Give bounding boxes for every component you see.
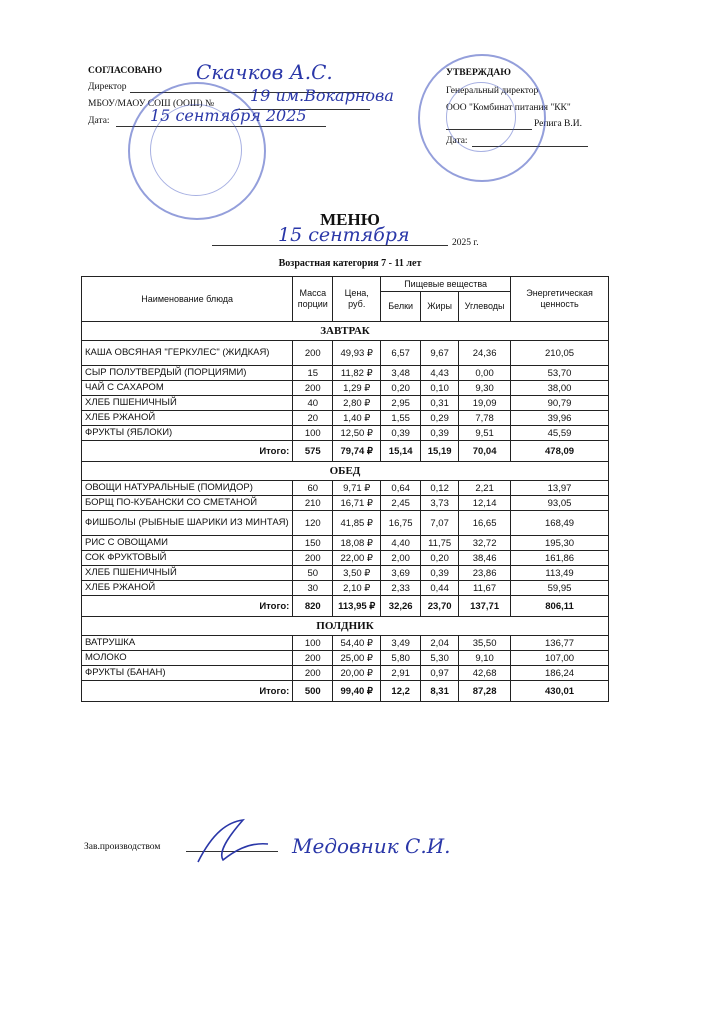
cell-value: 9,10 [459, 651, 511, 666]
total-value: 500 [293, 681, 333, 702]
approved-position: Генеральный директор [446, 86, 539, 96]
cell-value: 53,70 [511, 366, 609, 381]
table-row [82, 426, 609, 441]
cell-value: 93,05 [511, 496, 609, 511]
approved-title: УТВЕРЖДАЮ [446, 68, 511, 78]
total-value: 15,14 [381, 441, 421, 462]
total-value: 820 [293, 596, 333, 617]
agreed-title: СОГЛАСОВАНО [88, 66, 162, 76]
cell-value: 6,57 [381, 341, 421, 366]
table-row [82, 551, 609, 566]
table-row [82, 581, 609, 596]
dish-name: ХЛЕБ ПШЕНИЧНЫЙ [82, 566, 293, 581]
total-value: 70,04 [459, 441, 511, 462]
cell-value: 11,75 [421, 536, 459, 551]
cell-value: 25,00 ₽ [333, 651, 381, 666]
cell-value: 15 [293, 366, 333, 381]
dish-name: МОЛОКО [82, 651, 293, 666]
school-label: МБОУ/МАОУ СОШ (ООШ) № [88, 99, 215, 109]
total-value: 575 [293, 441, 333, 462]
total-value: 23,70 [421, 596, 459, 617]
cell-value: 0,39 [421, 566, 459, 581]
total-value: 99,40 ₽ [333, 681, 381, 702]
cell-value: 210 [293, 496, 333, 511]
cell-value: 35,50 [459, 636, 511, 651]
cell-value: 3,48 [381, 366, 421, 381]
dish-name: БОРЩ ПО-КУБАНСКИ СО СМЕТАНОЙ [82, 496, 293, 511]
date-label: Дата: [88, 116, 110, 126]
cell-value: 200 [293, 341, 333, 366]
table-row [82, 651, 609, 666]
cell-value: 168,49 [511, 511, 609, 536]
section-title: ЗАВТРАК [82, 322, 609, 341]
total-value: 137,71 [459, 596, 511, 617]
cell-value: 200 [293, 381, 333, 396]
cell-value: 0,29 [421, 411, 459, 426]
cell-value: 42,68 [459, 666, 511, 681]
cell-value: 0,39 [421, 426, 459, 441]
cell-value: 3,73 [421, 496, 459, 511]
approved-company: ООО "Комбинат питания "КК" [446, 103, 571, 113]
total-value: 430,01 [511, 681, 609, 702]
cell-value: 9,30 [459, 381, 511, 396]
table-row [82, 536, 609, 551]
cell-value: 2,10 ₽ [333, 581, 381, 596]
cell-value: 60 [293, 481, 333, 496]
total-value: 15,19 [421, 441, 459, 462]
cell-value: 7,78 [459, 411, 511, 426]
table-row [82, 366, 609, 381]
company-stamp-inner [446, 82, 516, 152]
cell-value: 0,12 [421, 481, 459, 496]
total-value: 87,28 [459, 681, 511, 702]
cell-value: 3,69 [381, 566, 421, 581]
total-row [82, 681, 609, 702]
section-title: ОБЕД [82, 462, 609, 481]
cell-value: 0,00 [459, 366, 511, 381]
approved-name: Репига В.И. [534, 119, 582, 129]
header-fat: Жиры [421, 292, 459, 322]
cell-value: 0,10 [421, 381, 459, 396]
cell-value: 100 [293, 426, 333, 441]
header-energy: Энергетическая ценность [511, 277, 609, 322]
cell-value: 2,04 [421, 636, 459, 651]
dish-name: ХЛЕБ ПШЕНИЧНЫЙ [82, 396, 293, 411]
cell-value: 0,44 [421, 581, 459, 596]
cell-value: 2,91 [381, 666, 421, 681]
dish-name: ХЛЕБ РЖАНОЙ [82, 581, 293, 596]
total-label: Итого: [82, 596, 293, 617]
cell-value: 3,50 ₽ [333, 566, 381, 581]
cell-value: 41,85 ₽ [333, 511, 381, 536]
dish-name: ЧАЙ С САХАРОМ [82, 381, 293, 396]
cell-value: 39,96 [511, 411, 609, 426]
header-carbs: Углеводы [459, 292, 511, 322]
total-value: 8,31 [421, 681, 459, 702]
cell-value: 16,71 ₽ [333, 496, 381, 511]
cell-value: 9,51 [459, 426, 511, 441]
production-signature [188, 812, 278, 872]
total-value: 79,74 ₽ [333, 441, 381, 462]
date-handwritten: 15 сентября 2025 [150, 106, 307, 125]
table-row [82, 566, 609, 581]
cell-value: 136,77 [511, 636, 609, 651]
cell-value: 30 [293, 581, 333, 596]
header-nutrients: Пищевые вещества [381, 277, 511, 292]
age-category: Возрастная категория 7 - 11 лет [278, 258, 422, 269]
dish-name: ФРУКТЫ (БАНАН) [82, 666, 293, 681]
total-value: 12,2 [381, 681, 421, 702]
cell-value: 5,80 [381, 651, 421, 666]
section-title: ПОЛДНИК [82, 617, 609, 636]
cell-value: 200 [293, 666, 333, 681]
total-row [82, 596, 609, 617]
cell-value: 90,79 [511, 396, 609, 411]
cell-value: 186,24 [511, 666, 609, 681]
cell-value: 32,72 [459, 536, 511, 551]
cell-value: 107,00 [511, 651, 609, 666]
total-value: 806,11 [511, 596, 609, 617]
table-row [82, 396, 609, 411]
cell-value: 45,59 [511, 426, 609, 441]
menu-year: 2025 г. [452, 238, 479, 248]
cell-value: 3,49 [381, 636, 421, 651]
cell-value: 0,20 [421, 551, 459, 566]
cell-value: 18,08 ₽ [333, 536, 381, 551]
table-row [82, 636, 609, 651]
cell-value: 2,45 [381, 496, 421, 511]
header-name: Наименование блюда [82, 277, 293, 322]
table-row [82, 341, 609, 366]
cell-value: 12,50 ₽ [333, 426, 381, 441]
cell-value: 24,36 [459, 341, 511, 366]
cell-value: 54,40 ₽ [333, 636, 381, 651]
cell-value: 1,29 ₽ [333, 381, 381, 396]
cell-value: 113,49 [511, 566, 609, 581]
menu-handwritten-date: 15 сентября [278, 224, 410, 246]
dish-name: СОК ФРУКТОВЫЙ [82, 551, 293, 566]
total-value: 32,26 [381, 596, 421, 617]
dish-name: ФИШБОЛЫ (РЫБНЫЕ ШАРИКИ ИЗ МИНТАЯ) [82, 511, 293, 536]
dish-name: ОВОЩИ НАТУРАЛЬНЫЕ (ПОМИДОР) [82, 481, 293, 496]
cell-value: 20,00 ₽ [333, 666, 381, 681]
cell-value: 50 [293, 566, 333, 581]
cell-value: 13,97 [511, 481, 609, 496]
school-handwritten: 19 им.Вокарнова [250, 86, 394, 105]
cell-value: 9,71 ₽ [333, 481, 381, 496]
section-row [82, 462, 609, 481]
section-row [82, 322, 609, 341]
cell-value: 150 [293, 536, 333, 551]
cell-value: 0,20 [381, 381, 421, 396]
dish-name: ХЛЕБ РЖАНОЙ [82, 411, 293, 426]
menu-table [81, 276, 609, 702]
cell-value: 195,30 [511, 536, 609, 551]
dish-name: КАША ОВСЯНАЯ "ГЕРКУЛЕС" (ЖИДКАЯ) [82, 341, 293, 366]
cell-value: 100 [293, 636, 333, 651]
cell-value: 22,00 ₽ [333, 551, 381, 566]
cell-value: 1,55 [381, 411, 421, 426]
cell-value: 11,67 [459, 581, 511, 596]
table-row [82, 496, 609, 511]
menu-title: МЕНЮ [320, 210, 380, 229]
director-signature: Скачков А.С. [196, 60, 333, 84]
section-row [82, 617, 609, 636]
dish-name: ФРУКТЫ (ЯБЛОКИ) [82, 426, 293, 441]
menu-table-body [82, 322, 609, 702]
cell-value: 19,09 [459, 396, 511, 411]
cell-value: 38,46 [459, 551, 511, 566]
total-row [82, 441, 609, 462]
cell-value: 16,65 [459, 511, 511, 536]
cell-value: 16,75 [381, 511, 421, 536]
total-value: 113,95 ₽ [333, 596, 381, 617]
total-value: 478,09 [511, 441, 609, 462]
dish-name: РИС С ОВОЩАМИ [82, 536, 293, 551]
cell-value: 2,21 [459, 481, 511, 496]
cell-value: 2,80 ₽ [333, 396, 381, 411]
cell-value: 0,64 [381, 481, 421, 496]
table-row [82, 481, 609, 496]
cell-value: 0,31 [421, 396, 459, 411]
cell-value: 59,95 [511, 581, 609, 596]
table-row [82, 666, 609, 681]
cell-value: 0,39 [381, 426, 421, 441]
cell-value: 0,97 [421, 666, 459, 681]
cell-value: 2,33 [381, 581, 421, 596]
header-protein: Белки [381, 292, 421, 322]
total-label: Итого: [82, 441, 293, 462]
cell-value: 4,40 [381, 536, 421, 551]
cell-value: 49,93 ₽ [333, 341, 381, 366]
cell-value: 20 [293, 411, 333, 426]
director-label: Директор [88, 82, 127, 92]
cell-value: 12,14 [459, 496, 511, 511]
dish-name: ВАТРУШКА [82, 636, 293, 651]
cell-value: 2,95 [381, 396, 421, 411]
cell-value: 200 [293, 651, 333, 666]
table-row [82, 511, 609, 536]
cell-value: 120 [293, 511, 333, 536]
cell-value: 161,86 [511, 551, 609, 566]
dish-name: СЫР ПОЛУТВЕРДЫЙ (ПОРЦИЯМИ) [82, 366, 293, 381]
cell-value: 11,82 ₽ [333, 366, 381, 381]
total-label: Итого: [82, 681, 293, 702]
cell-value: 200 [293, 551, 333, 566]
production-handwritten-name: Медовник С.И. [292, 834, 451, 858]
header-price: Цена, руб. [333, 277, 381, 322]
cell-value: 2,00 [381, 551, 421, 566]
cell-value: 9,67 [421, 341, 459, 366]
cell-value: 40 [293, 396, 333, 411]
cell-value: 4,43 [421, 366, 459, 381]
table-row [82, 411, 609, 426]
table-row [82, 381, 609, 396]
production-label: Зав.производством [84, 842, 161, 852]
cell-value: 23,86 [459, 566, 511, 581]
approved-date-label: Дата: [446, 136, 468, 146]
cell-value: 38,00 [511, 381, 609, 396]
cell-value: 210,05 [511, 341, 609, 366]
cell-value: 7,07 [421, 511, 459, 536]
cell-value: 1,40 ₽ [333, 411, 381, 426]
cell-value: 5,30 [421, 651, 459, 666]
header-mass: Масса порции [293, 277, 333, 322]
